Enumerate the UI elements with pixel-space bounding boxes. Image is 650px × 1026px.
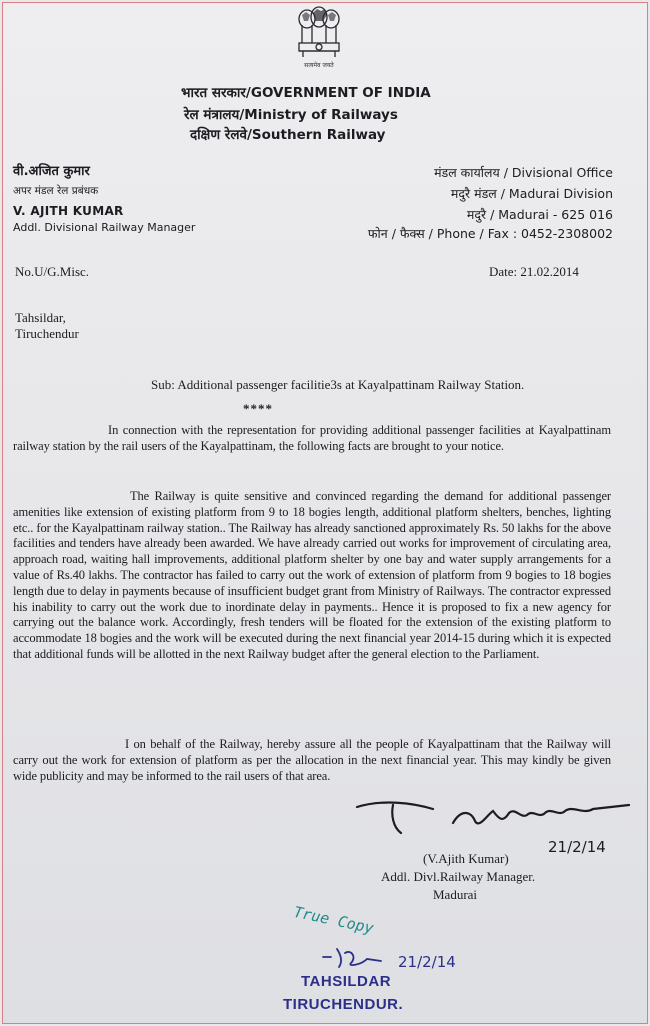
reference-number: No.U/G.Misc. [15,264,90,279]
header-ministry: रेल मंत्रालय/Ministry of Railways [184,107,398,123]
header-railway-zone: दक्षिण रेलवे/Southern Railway [190,127,386,143]
letter-date: Date: 21.02.2014 [489,264,579,279]
sender-name: V. AJITH KUMAR [13,204,124,218]
office-address: मदुरै / Madurai - 625 016 [466,207,613,222]
attestation-date: 21/2/14 [398,953,456,971]
signature-date: 21/2/14 [548,838,606,856]
emblem-motto: सत्यमेव जयते [304,62,334,69]
stamp-tiruchendur: TIRUCHENDUR. [283,996,404,1013]
stamp-tahsildar: TAHSILDAR [301,973,392,990]
paragraph-facts: The Railway is quite sensitive and convinced regarding the demand for additional passenger amenities like extension of existing platform from 9 to 18 bogies length, additional platform shelters, benches, lighting etc.. for the Kayalpattinam railway station.. The Railway has already sanctioned approximately Rs. 50 lakhs for the above facilities and tenders have already been awarded. We have already carried out works for improvement of circulating area, approach road, waiting hall improvements, additional platform shelter by one bay and water supply arrangements for a value of Rs.40 lakhs. The contractor has failed to carry out the work of extension of platform from 9 bogies to 18 bogies length due to delay in payments because of insufficient budget grant from Ministry of Railways. The contractor expressed his inability to carry out the work due to inordinate delay in payments.. Hence it is proposed to fix a new agency for carrying out the balance work. Accordingly, fresh tenders will be floated for the extension of the existing platform to accommodate 18 bogies and the work will be executed during the next financial year 2014-15 during which it is expected that additional funds will be allotted in the next Railway budget after the general election to the Parliament. [13,489,611,661]
signatory-place: Madurai [433,887,478,902]
letter-page [2,2,648,1024]
sender-name-hindi: वी.अजित कुमार [13,164,90,179]
attestation-note: True Copy [292,902,376,938]
sender-designation: Addl. Divisional Railway Manager [13,221,196,234]
office-divisional: मंडल कार्यालय / Divisional Office [434,165,613,180]
addressee-place: Tiruchendur [15,326,79,341]
national-emblem-icon [293,5,345,71]
office-division: मदुरै मंडल / Madurai Division [450,186,613,201]
addressee-title: Tahsildar, [15,310,66,325]
signatory-designation: Addl. Divl.Railway Manager. [381,869,536,884]
paragraph-assurance: I on behalf of the Railway, hereby assure all the people of Kayalpattinam that the Railway will carry out the work for extension of platform as per the allocation in the next financial year. This may kindly be given wide publicity and may be informed to the rail users of that area. [13,737,611,783]
subject-separator: **** [243,401,273,416]
letter-subject: Sub: Additional passenger facilitie3s at Kayalpattinam Railway Station. [151,377,525,392]
header-government: भारत सरकार/GOVERNMENT OF INDIA [181,85,431,101]
office-phone-fax: फोन / फैक्स / Phone / Fax : 0452-2308002 [367,226,613,241]
officer-signature [353,793,633,843]
sender-designation-hindi: अपर मंडल रेल प्रबंधक [13,185,99,197]
paragraph-intro: In connection with the representation for providing additional passenger facilities at Kayalpattinam railway station by the rail users of the Kayalpattinam, the following facts are brought to your notice. [13,423,611,453]
attestation-initials [321,945,391,969]
signatory-name: (V.Ajith Kumar) [423,851,509,866]
